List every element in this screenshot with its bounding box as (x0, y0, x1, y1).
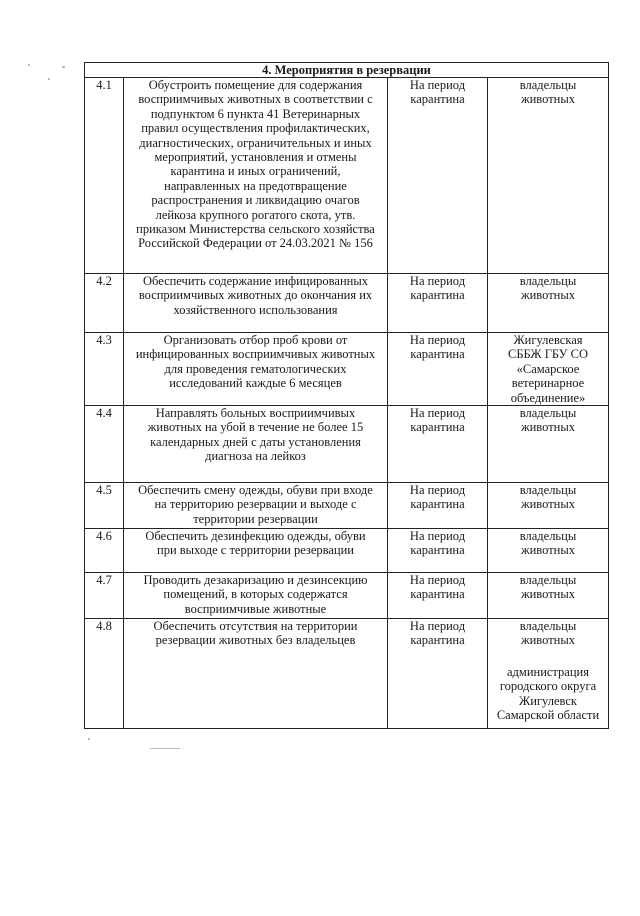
table-row (85, 78, 609, 274)
row-period-text: На период карантина (409, 333, 466, 362)
row-period-text: На период карантина (409, 483, 466, 512)
row-action (124, 78, 388, 274)
section-header-row (85, 63, 609, 78)
row-responsible-text: владельцы животных (519, 529, 577, 558)
row-action (124, 406, 388, 483)
row-responsible-text: владельцы животных (519, 483, 577, 512)
row-responsible-extra-text: администрация городского округа Жигулевск Самарской области (496, 664, 600, 723)
row-responsible (488, 78, 609, 274)
row-period-text: На период карантина (409, 78, 466, 107)
measures-table (84, 62, 609, 729)
row-action (124, 333, 388, 406)
row-responsible-text: владельцы животных (519, 78, 577, 107)
table-row (85, 406, 609, 483)
row-period-text: На период карантина (409, 529, 466, 558)
row-responsible (488, 529, 609, 573)
row-number: 4.7 (85, 573, 124, 619)
scan-artifact (62, 66, 65, 68)
row-responsible (488, 573, 609, 619)
table-row (85, 274, 609, 333)
row-period-text: На период карантина (409, 406, 466, 435)
row-number: 4.3 (85, 333, 124, 406)
row-action (124, 483, 388, 529)
row-period (388, 78, 488, 274)
row-action-text: Обеспечить содержание инфицированных восприимчивых животных до окончания их хозяйственного использования (138, 274, 373, 317)
scan-artifact (28, 64, 30, 66)
scan-artifact (88, 738, 90, 740)
table-row (85, 573, 609, 619)
row-number: 4.6 (85, 529, 124, 573)
row-number: 4.8 (85, 619, 124, 729)
row-period-text: На период карантина (409, 573, 466, 602)
scan-artifact (48, 78, 50, 80)
row-period (388, 406, 488, 483)
row-period-text: На период карантина (409, 619, 466, 648)
row-action-text: Обеспечить отсутствия на территории резервации животных без владельцев (153, 619, 358, 648)
row-period (388, 573, 488, 619)
row-number: 4.5 (85, 483, 124, 529)
row-number: 4.2 (85, 274, 124, 333)
row-period-text: На период карантина (409, 274, 466, 303)
table-row (85, 483, 609, 529)
row-action (124, 529, 388, 573)
row-responsible-text: владельцы животных (519, 573, 577, 602)
table-row (85, 333, 609, 406)
row-responsible (488, 274, 609, 333)
row-number: 4.1 (85, 78, 124, 274)
row-period (388, 333, 488, 406)
row-number: 4.4 (85, 406, 124, 483)
row-responsible-text: владельцы животных (519, 406, 577, 435)
row-action-text: Организовать отбор проб крови от инфицированных восприимчивых животных для проведения гематологических исследований каждые 6 месяцев (135, 333, 376, 391)
row-responsible (488, 483, 609, 529)
scan-artifact (150, 748, 180, 749)
row-action-text: Обеспечить смену одежды, обуви при входе на территорию резервации и выходе с территории резервации (138, 483, 373, 526)
table-row (85, 619, 609, 729)
row-period (388, 274, 488, 333)
row-responsible-text: Жигулевская СББЖ ГБУ СО «Самарское ветеринарное объединение» (507, 333, 588, 405)
row-period (388, 483, 488, 529)
row-responsible (488, 333, 609, 406)
row-responsible (488, 406, 609, 483)
row-responsible (488, 619, 609, 729)
row-period (388, 619, 488, 729)
row-action (124, 619, 388, 729)
row-action (124, 573, 388, 619)
row-action-text: Направлять больных восприимчивых животных на убой в течение не более 15 календарных дней с даты установления диагноза на лейкоз (147, 406, 364, 464)
row-action-text: Обустроить помещение для содержания восприимчивых животных в соответствии с подпунктом 6 пункта 41 Ветеринарных правил осуществления профилактических, диагностических, ограничительных и иных мероприятий, установления и отмены карантина и иных ограничений, направленных на предотвращение распространения и ликвидацию очагов лейкоза крупного рогатого скота, утв. приказом Министерства сельского хозяйства Российской Федерации от 24.03.2021 № 156 (136, 78, 375, 251)
row-action-text: Проводить дезакаризацию и дезинсекцию помещений, в которых содержатся восприимчивые животные (143, 573, 368, 616)
table-row (85, 529, 609, 573)
row-action (124, 274, 388, 333)
row-responsible-text: владельцы животных (519, 619, 577, 648)
row-period (388, 529, 488, 573)
section-title: 4. Мероприятия в резервации (85, 63, 609, 78)
row-action-text: Обеспечить дезинфекцию одежды, обуви при выходе с территории резервации (145, 529, 366, 558)
row-responsible-text: владельцы животных (519, 274, 577, 303)
